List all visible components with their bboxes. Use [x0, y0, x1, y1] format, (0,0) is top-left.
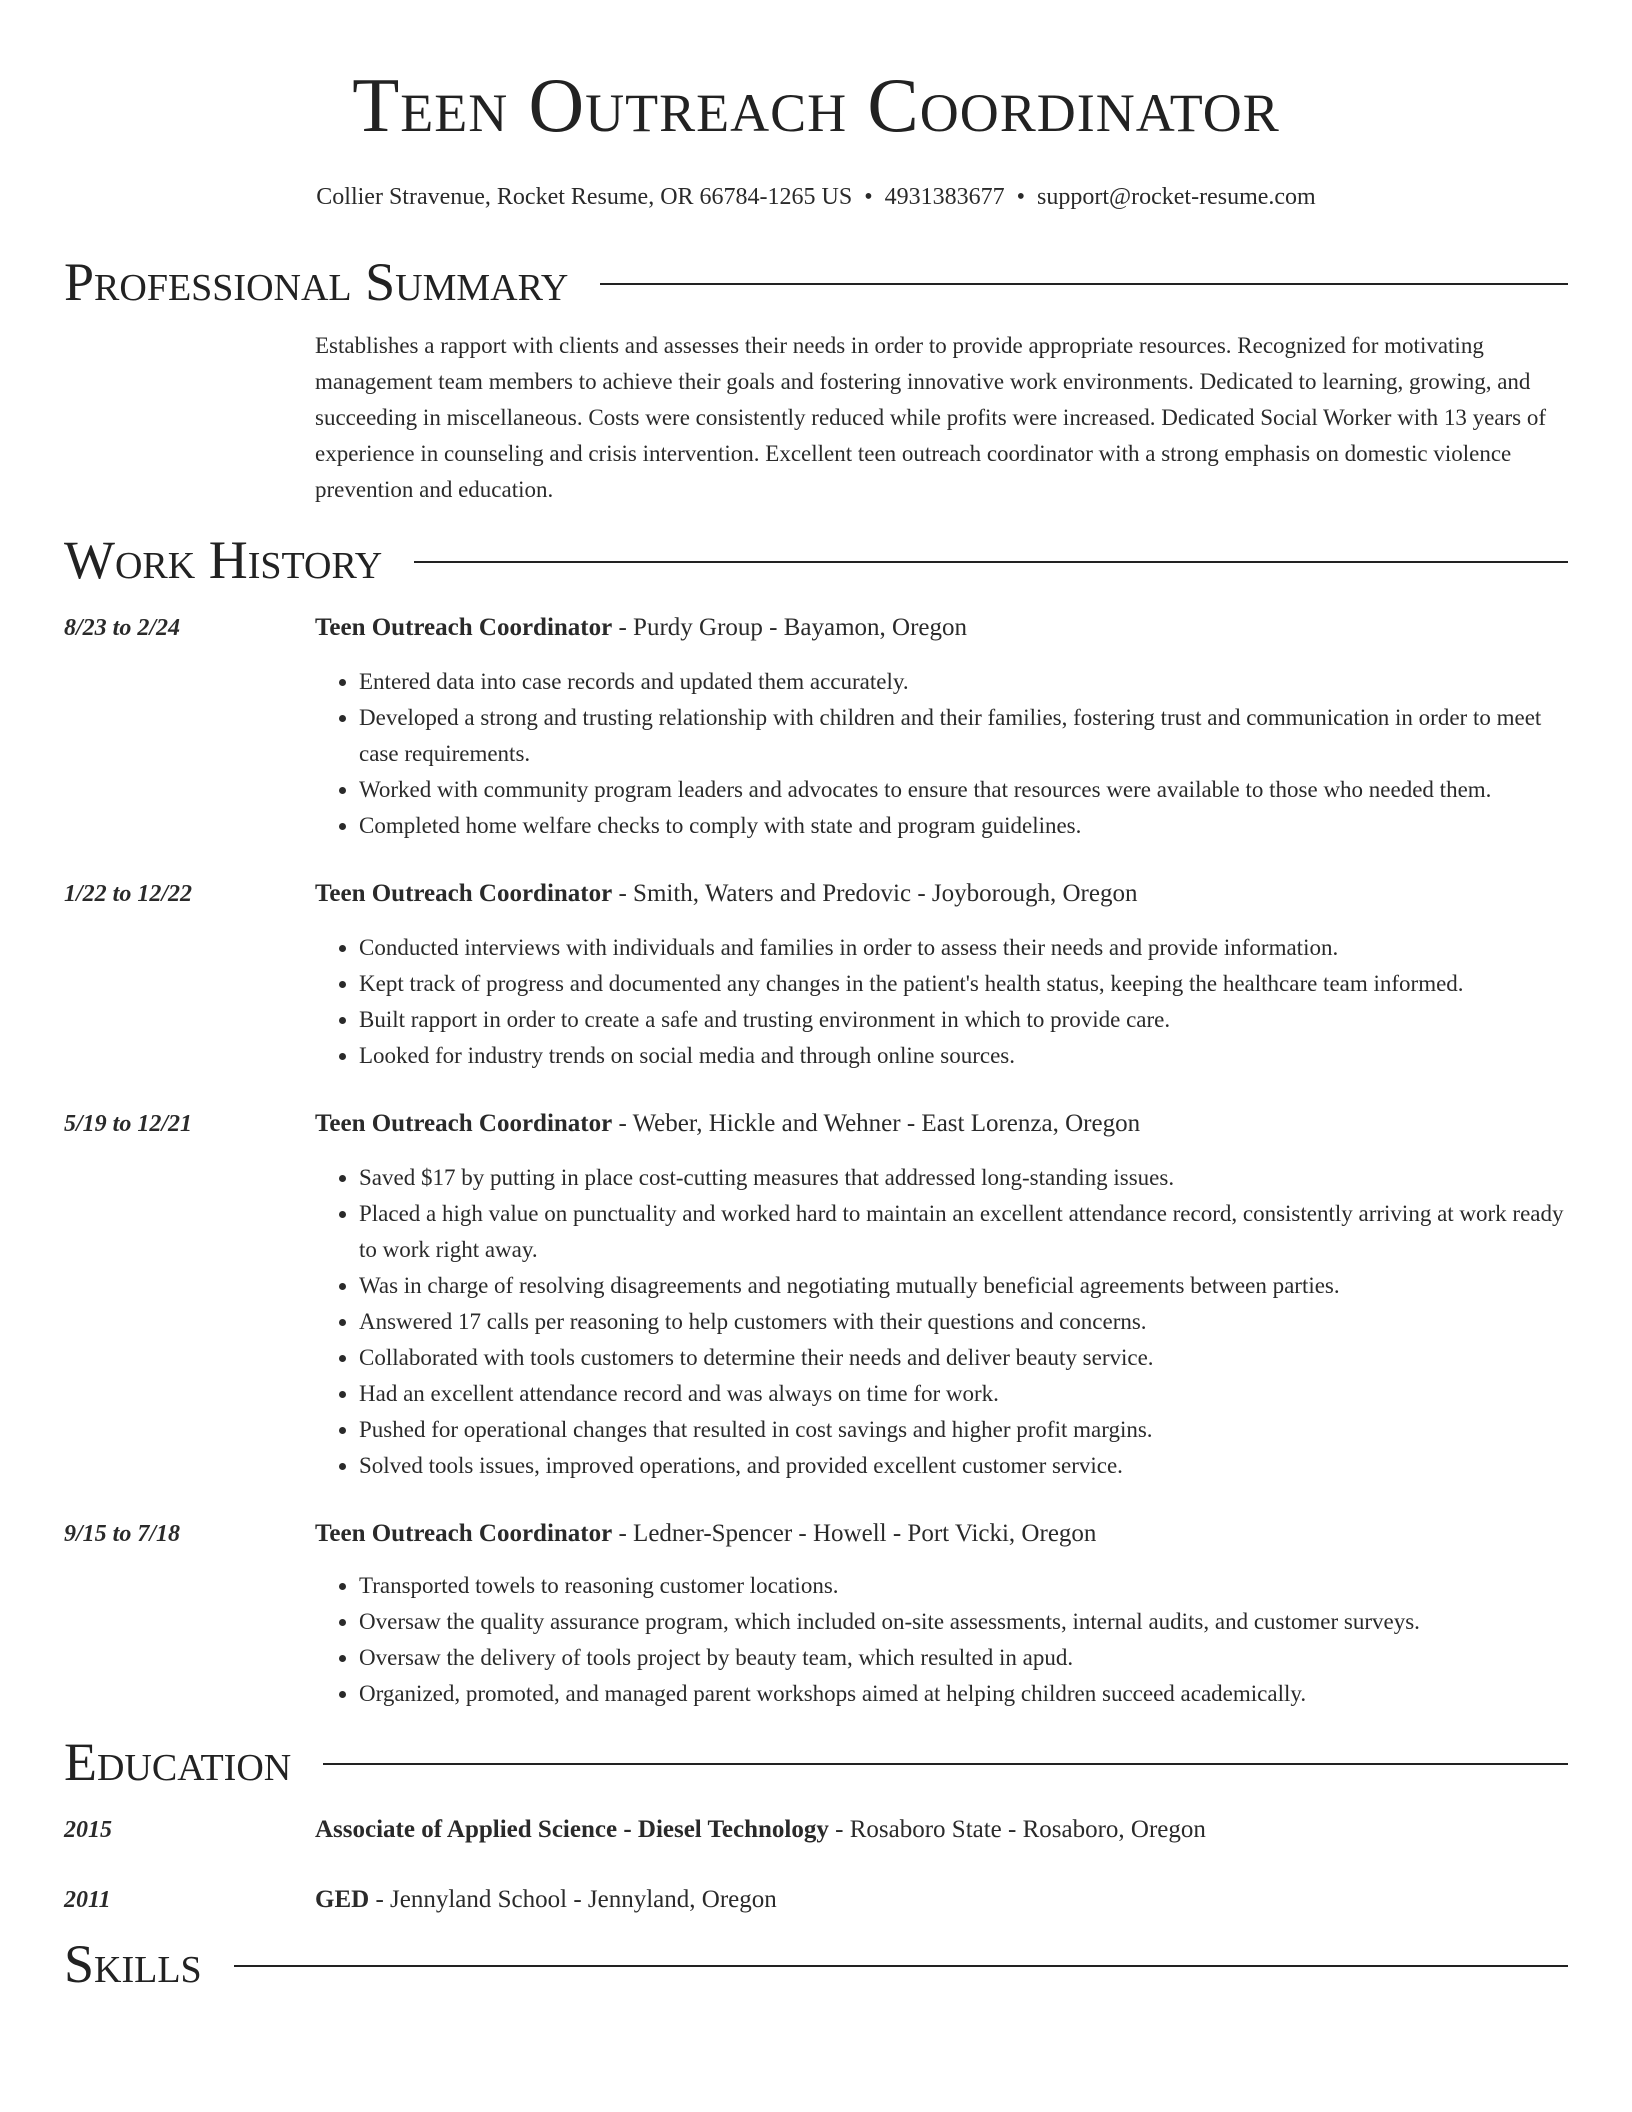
education-year: 2011 — [64, 1887, 111, 1913]
resume-header — [64, 0, 1568, 212]
list-item: • Solved tools issues, improved operations, and provided excellent customer service. — [359, 1448, 1568, 1484]
job-dates: 5/19 to 12/21 — [64, 1111, 193, 1137]
job-bullets — [315, 930, 1568, 1074]
job-bullets — [315, 1568, 1568, 1712]
job-body — [315, 1518, 1568, 1712]
job-body — [315, 878, 1568, 1074]
education-degree: GED — [315, 1886, 370, 1913]
education-line — [315, 1884, 1568, 1916]
contact-email: support@rocket-resume.com — [1037, 184, 1316, 210]
contact-phone: 4931383677 — [884, 184, 1005, 210]
list-item: • Had an excellent attendance record and was always on time for work. — [359, 1376, 1568, 1412]
list-item: • Oversaw the delivery of tools project by beauty team, which resulted in apud. — [359, 1640, 1568, 1676]
job-entry — [64, 612, 1568, 844]
job-title-line — [315, 1108, 1568, 1140]
job-details: - Smith, Waters and Predovic - Joyborough, Oregon — [612, 880, 1138, 907]
job-role: Teen Outreach Coordinator — [315, 880, 613, 907]
job-details: - Weber, Hickle and Wehner - East Lorenza, Oregon — [612, 1110, 1141, 1137]
job-dates: 1/22 to 12/22 — [64, 881, 193, 907]
section-title: Skills — [64, 1934, 202, 1994]
job-dates: 8/23 to 2/24 — [64, 615, 181, 641]
education-details: - Rosaboro State - Rosaboro, Oregon — [828, 1816, 1206, 1843]
work-history-section — [64, 530, 1568, 1712]
job-role: Teen Outreach Coordinator — [315, 614, 613, 641]
list-item: • Placed a high value on punctuality and worked hard to maintain an excellent attendance record, consistently arriving at work ready to work right away. — [359, 1196, 1568, 1268]
job-role: Teen Outreach Coordinator — [315, 1110, 613, 1137]
job-dates: 9/15 to 7/18 — [64, 1521, 181, 1547]
education-entry — [64, 1884, 1568, 1916]
summary-text: Establishes a rapport with clients and assesses their needs in order to provide appropriate resources. Recognized for motivating management team members to achieve their goals and fostering innovative work environments. Dedicated to learning, growing, and succeeding in miscellaneous. Costs were consistently reduced while profits were increased. Dedicated Social Worker with 13 years of experience in counseling and crisis intervention. Excellent teen outreach coordinator with a strong emphasis on domestic violence prevention and education. — [315, 333, 1547, 502]
list-item: • Oversaw the quality assurance program, which included on-site assessments, internal audits, and customer surveys. — [359, 1604, 1568, 1640]
section-divider — [414, 561, 1568, 563]
summary-heading — [64, 252, 1568, 312]
education-details: - Jennyland School - Jennyland, Oregon — [369, 1886, 777, 1913]
list-item: • Worked with community program leaders and advocates to ensure that resources were available to those who needed them. — [359, 772, 1568, 808]
section-title: Education — [64, 1732, 292, 1792]
education-entry — [64, 1814, 1568, 1846]
list-item: • Pushed for operational changes that resulted in cost savings and higher profit margins. — [359, 1412, 1568, 1448]
job-entry — [64, 878, 1568, 1074]
education-body — [315, 1814, 1568, 1846]
list-item: • Transported towels to reasoning customer locations. — [359, 1568, 1568, 1604]
job-role: Teen Outreach Coordinator — [315, 1520, 613, 1547]
job-details: - Purdy Group - Bayamon, Oregon — [612, 614, 968, 641]
job-title-line — [315, 878, 1568, 910]
contact-address: Collier Stravenue, Rocket Resume, OR 66784-1265 US — [316, 184, 853, 210]
job-bullets — [315, 1160, 1568, 1484]
summary-section — [64, 252, 1568, 508]
list-item: • Developed a strong and trusting relationship with children and their families, fostering trust and communication in order to meet case requirements. — [359, 700, 1568, 772]
list-item: • Organized, promoted, and managed parent workshops aimed at helping children succeed academically. — [359, 1676, 1568, 1712]
list-item: • Looked for industry trends on social media and through online sources. — [359, 1038, 1568, 1074]
contact-line — [64, 182, 1568, 212]
list-item: • Answered 17 calls per reasoning to help customers with their questions and concerns. — [359, 1304, 1568, 1340]
contact-separator: • — [864, 184, 873, 210]
job-entry — [64, 1518, 1568, 1712]
section-divider — [323, 1763, 1568, 1765]
candidate-name: Teen Outreach Coordinator — [352, 62, 1280, 148]
job-body — [315, 1108, 1568, 1484]
job-body — [315, 612, 1568, 844]
section-divider — [234, 1965, 1568, 1967]
list-item: • Collaborated with tools customers to determine their needs and deliver beauty service. — [359, 1340, 1568, 1376]
job-bullets — [315, 664, 1568, 844]
education-section — [64, 1732, 1568, 1916]
list-item: • Built rapport in order to create a safe and trusting environment in which to provide care. — [359, 1002, 1568, 1038]
skills-section — [64, 1934, 1568, 1994]
education-body — [315, 1884, 1568, 1916]
section-divider — [600, 283, 1568, 285]
skills-heading — [64, 1934, 1568, 1994]
list-item: • Conducted interviews with individuals and families in order to assess their needs and provide information. — [359, 930, 1568, 966]
education-degree: Associate of Applied Science - Diesel Technology — [315, 1816, 829, 1843]
list-item: • Entered data into case records and updated them accurately. — [359, 664, 1568, 700]
section-title: Work History — [64, 530, 383, 590]
job-title-line — [315, 612, 1568, 644]
list-item: • Was in charge of resolving disagreements and negotiating mutually beneficial agreements between parties. — [359, 1268, 1568, 1304]
job-entry — [64, 1108, 1568, 1484]
list-item: • Saved $17 by putting in place cost-cutting measures that addressed long-standing issues. — [359, 1160, 1568, 1196]
education-heading — [64, 1732, 1568, 1792]
job-title-line — [315, 1518, 1568, 1550]
contact-separator: • — [1016, 184, 1026, 210]
education-year: 2015 — [64, 1817, 112, 1843]
list-item: • Kept track of progress and documented any changes in the patient's health status, keeping the healthcare team informed. — [359, 966, 1568, 1002]
list-item: • Completed home welfare checks to comply with state and program guidelines. — [359, 808, 1568, 844]
education-line — [315, 1814, 1568, 1846]
work-history-heading — [64, 530, 1568, 590]
section-title: Professional Summary — [64, 252, 569, 312]
job-details: - Ledner-Spencer - Howell - Port Vicki, Oregon — [612, 1520, 1097, 1547]
